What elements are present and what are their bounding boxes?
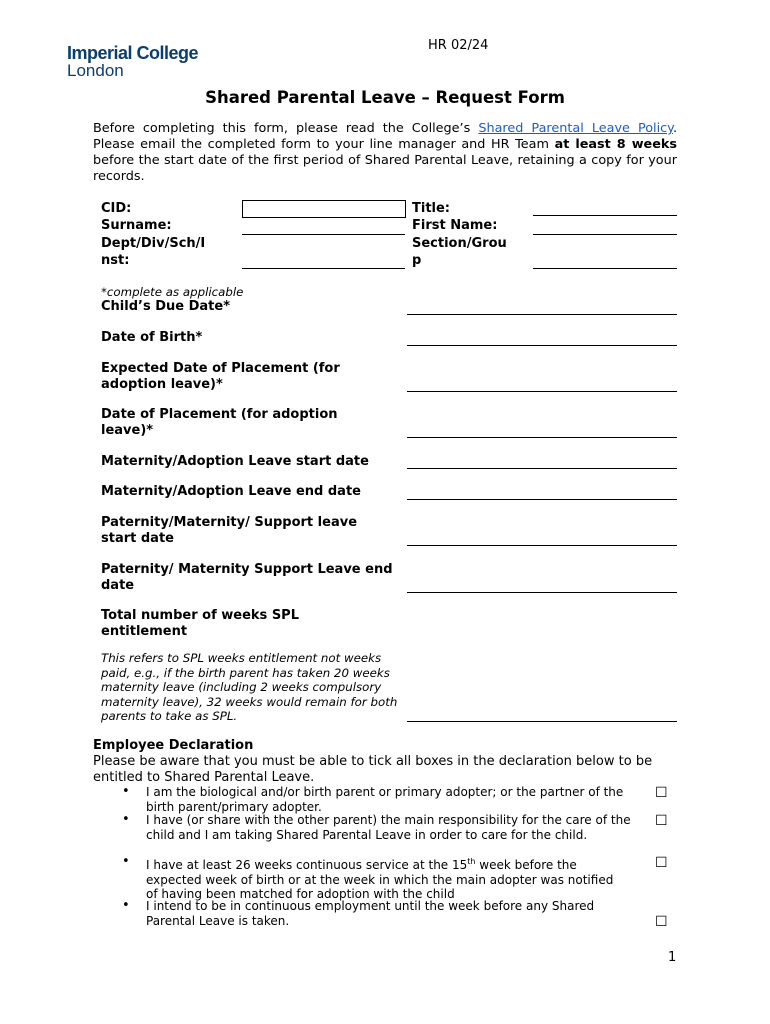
page-number: 1: [668, 950, 677, 965]
mat-end-label: Maternity/Adoption Leave end date: [101, 484, 361, 499]
section-label-1: Section/Grou: [412, 236, 507, 251]
declaration-heading: Employee Declaration: [93, 738, 254, 753]
bullet: •: [122, 812, 130, 827]
dept-field[interactable]: [242, 268, 405, 269]
bullet: •: [122, 854, 130, 869]
cid-label: CID:: [101, 201, 132, 216]
surname-label: Surname:: [101, 218, 172, 233]
declaration-item-3-sup: th: [467, 857, 476, 866]
bullet: •: [122, 784, 130, 799]
declaration-item-3-text-2: week before the expected week of birth or at the week in which the main adopter was notified of having been matched for adoption with the child: [146, 858, 614, 901]
page-title: Shared Parental Leave – Request Form: [205, 88, 565, 107]
dept-label-1: Dept/Div/Sch/I: [101, 236, 206, 251]
pat-start-label: Paternity/Maternity/ Support leave start date: [101, 515, 358, 546]
section-field[interactable]: [533, 268, 677, 269]
cid-field[interactable]: [242, 200, 406, 218]
due-date-field[interactable]: [407, 314, 677, 315]
declaration-item-3: [146, 855, 626, 902]
declaration-item-2: I have (or share with the other parent) the main responsibility for the care of the child and I am taking Shared Parental Leave in order to care for the child.: [146, 813, 631, 842]
intro-paragraph: [93, 121, 677, 185]
logo-london: London: [67, 61, 124, 80]
pat-start-field[interactable]: [407, 545, 677, 546]
total-weeks-field[interactable]: [407, 721, 677, 722]
intro-bold: at least 8 weeks: [554, 137, 678, 152]
logo-imperial-college: Imperial College: [67, 43, 199, 63]
declaration-intro: Please be aware that you must be able to tick all boxes in the declaration below to be entitled to Shared Parental Leave.: [93, 754, 653, 785]
pat-end-label: Paternity/ Maternity Support Leave end date: [101, 562, 393, 593]
title-field[interactable]: [533, 215, 677, 216]
pat-end-field[interactable]: [407, 592, 677, 593]
declaration-checkbox-3[interactable]: ☐: [655, 855, 668, 871]
applicable-note: *complete as applicable: [101, 285, 244, 299]
placement-label: Date of Placement (for adoption leave)*: [101, 407, 338, 438]
declaration-item-3-text: I have at least 26 weeks continuous service at the 15: [146, 858, 468, 872]
expected-placement-label: Expected Date of Placement (for adoption leave)*: [101, 361, 340, 392]
mat-start-field[interactable]: [407, 468, 677, 469]
policy-link[interactable]: Shared Parental Leave Policy: [478, 121, 673, 136]
total-weeks-label: Total number of weeks SPL entitlement: [101, 608, 299, 639]
intro-text-2: . Please email the completed form to your line manager and HR Team: [93, 121, 678, 152]
section-label-2: p: [412, 253, 422, 268]
dob-label: Date of Birth*: [101, 330, 203, 345]
declaration-checkbox-4[interactable]: ☐: [655, 914, 668, 930]
dob-field[interactable]: [407, 345, 677, 346]
dept-label-2: nst:: [101, 253, 130, 268]
declaration-item-4: I intend to be in continuous employment until the week before any Shared Parental Leave is taken.: [146, 899, 595, 928]
declaration-checkbox-2[interactable]: ☐: [655, 813, 668, 829]
mat-end-field[interactable]: [407, 499, 677, 500]
bullet: •: [122, 898, 130, 913]
total-weeks-note: This refers to SPL weeks entitlement not weeks paid, e.g., if the birth parent has taken 20 weeks maternity leave (including 2 weeks compulsory maternity leave), 32 weeks would remain for both parents to take as SPL.: [101, 651, 398, 723]
placement-field[interactable]: [407, 437, 677, 438]
form-reference: HR 02/24: [428, 38, 489, 53]
expected-placement-field[interactable]: [407, 391, 677, 392]
mat-start-label: Maternity/Adoption Leave start date: [101, 454, 369, 469]
intro-text-3: before the start date of the first period of Shared Parental Leave, retaining a copy for your records.: [93, 153, 677, 184]
title-label: Title:: [412, 201, 451, 216]
first-name-label: First Name:: [412, 218, 498, 233]
first-name-field[interactable]: [533, 234, 677, 235]
due-date-label: Child’s Due Date*: [101, 299, 230, 314]
surname-field[interactable]: [242, 234, 405, 235]
declaration-item-1: I am the biological and/or birth parent or primary adopter; or the partner of the birth parent/primary adopter.: [146, 785, 624, 814]
intro-text-1: Before completing this form, please read the College’s: [93, 121, 479, 136]
declaration-checkbox-1[interactable]: ☐: [655, 785, 668, 801]
